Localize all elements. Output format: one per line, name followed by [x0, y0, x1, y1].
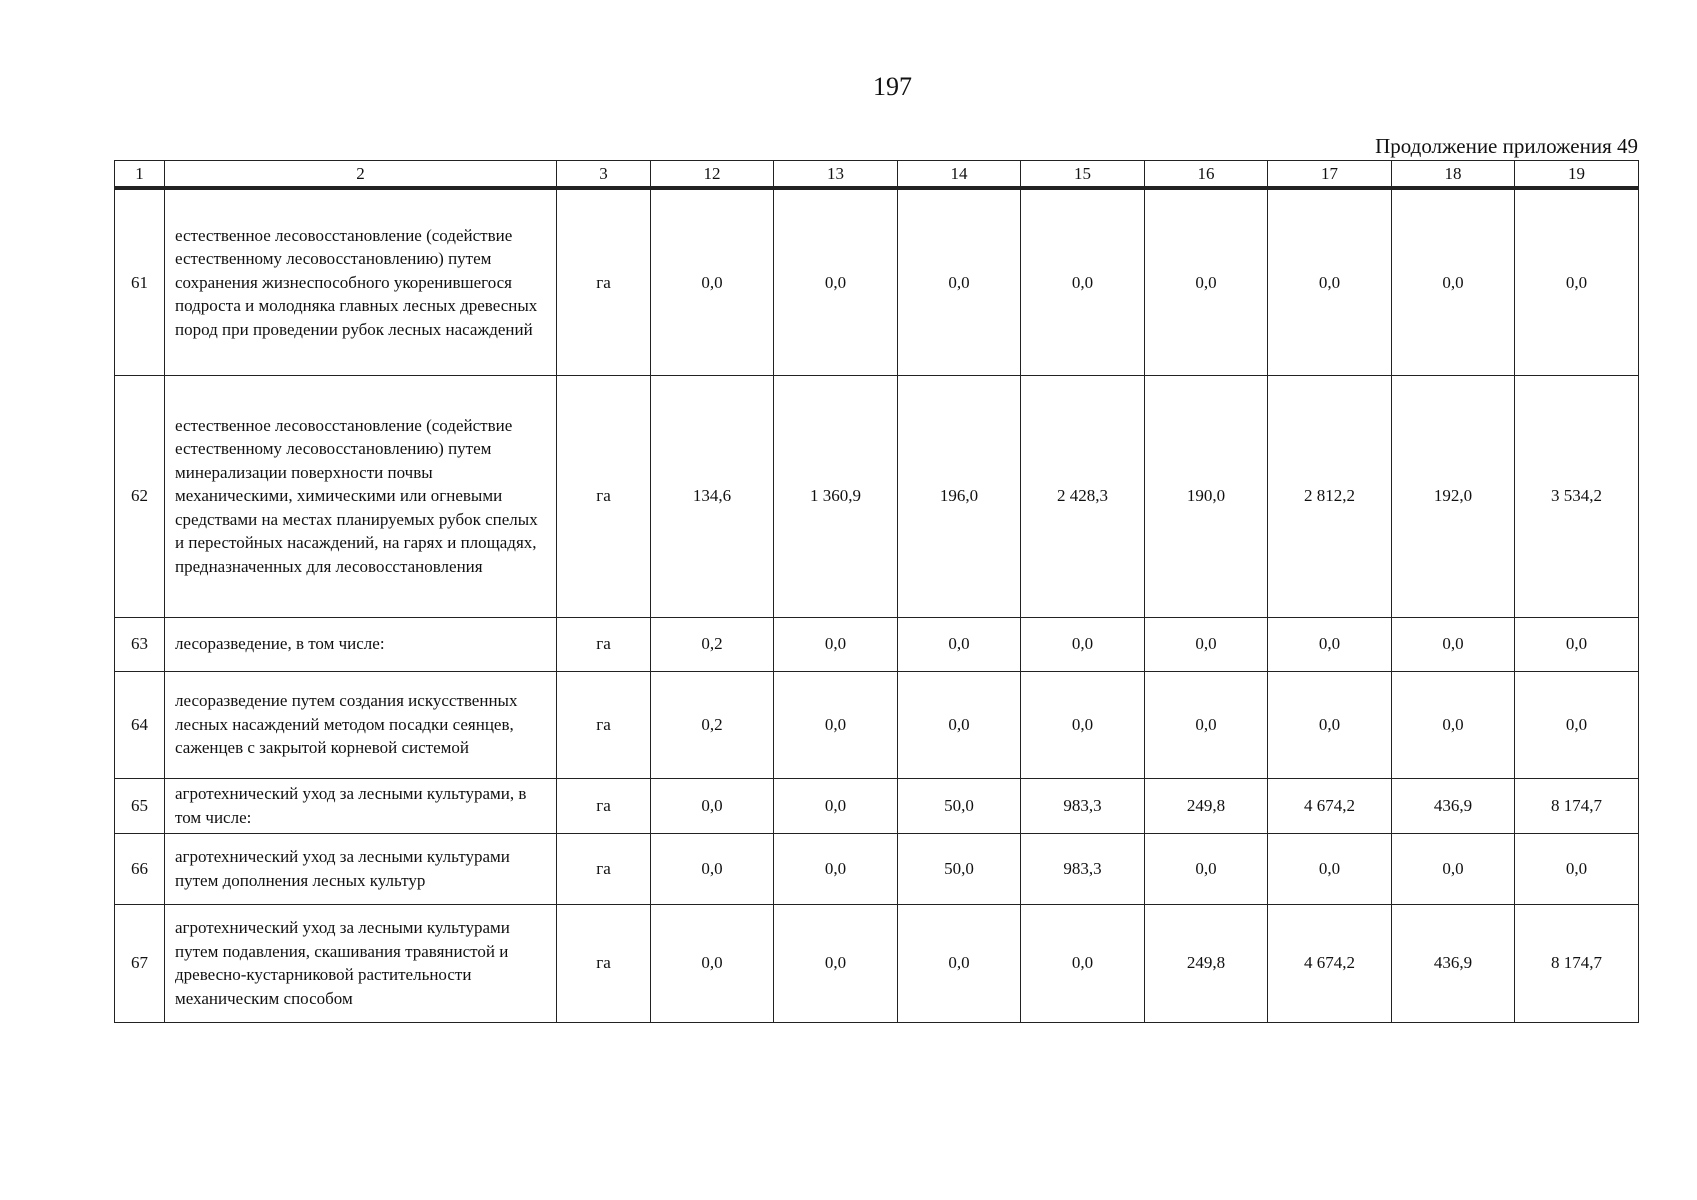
value-cell: 249,8	[1145, 778, 1268, 833]
continuation-label: Продолжение приложения 49	[1375, 134, 1638, 158]
value-cell: 50,0	[898, 833, 1021, 904]
value-cell: 134,6	[651, 375, 774, 617]
value-cell: 0,0	[774, 671, 898, 778]
header-cell: 2	[165, 161, 557, 189]
row-description: агротехнический уход за лесными культурами путем подавления, скашивания травянистой и древесно-кустарниковой растительности механическим способом	[165, 904, 557, 1022]
value-cell: 0,2	[651, 617, 774, 671]
value-cell: 436,9	[1392, 904, 1515, 1022]
row-description: естественное лесовосстановление (содействие естественному лесовосстановлению) путем сохранения жизнеспособного укоренившегося подроста и молодняка главных лесных древесных пород при проведении рубок лесных насаждений	[165, 188, 557, 375]
table-row	[115, 778, 1639, 833]
value-cell: 8 174,7	[1515, 904, 1639, 1022]
row-description: лесоразведение путем создания искусственных лесных насаждений методом посадки сеянцев, саженцев с закрытой корневой системой	[165, 671, 557, 778]
value-cell: 0,0	[1268, 188, 1392, 375]
value-cell: 190,0	[1145, 375, 1268, 617]
value-cell: 0,0	[1021, 188, 1145, 375]
value-cell: 0,0	[1145, 833, 1268, 904]
value-cell: 0,0	[1515, 671, 1639, 778]
value-cell: 436,9	[1392, 778, 1515, 833]
value-cell: 0,0	[774, 904, 898, 1022]
value-cell: 3 534,2	[1515, 375, 1639, 617]
row-number: 67	[115, 904, 165, 1022]
value-cell: 0,0	[1515, 833, 1639, 904]
value-cell: 249,8	[1145, 904, 1268, 1022]
value-cell: 192,0	[1392, 375, 1515, 617]
value-cell: 0,0	[774, 617, 898, 671]
value-cell: 0,0	[1145, 617, 1268, 671]
value-cell: 0,0	[774, 833, 898, 904]
row-description: агротехнический уход за лесными культурами путем дополнения лесных культур	[165, 833, 557, 904]
row-number: 61	[115, 188, 165, 375]
header-cell: 1	[115, 161, 165, 189]
value-cell: 50,0	[898, 778, 1021, 833]
value-cell: 0,0	[651, 188, 774, 375]
table-row	[115, 671, 1639, 778]
value-cell: 0,0	[1515, 188, 1639, 375]
header-cell: 18	[1392, 161, 1515, 189]
row-description: агротехнический уход за лесными культурами, в том числе:	[165, 778, 557, 833]
value-cell: 0,0	[1392, 188, 1515, 375]
value-cell: 2 428,3	[1021, 375, 1145, 617]
header-cell: 13	[774, 161, 898, 189]
value-cell: 0,0	[1021, 671, 1145, 778]
row-number: 65	[115, 778, 165, 833]
value-cell: 2 812,2	[1268, 375, 1392, 617]
row-number: 63	[115, 617, 165, 671]
value-cell: 0,0	[1268, 671, 1392, 778]
header-cell: 14	[898, 161, 1021, 189]
value-cell: 983,3	[1021, 778, 1145, 833]
row-number: 66	[115, 833, 165, 904]
value-cell: 0,0	[898, 188, 1021, 375]
header-cell: 3	[557, 161, 651, 189]
value-cell: 0,0	[1145, 188, 1268, 375]
header-cell: 19	[1515, 161, 1639, 189]
table-row	[115, 188, 1639, 375]
value-cell: 4 674,2	[1268, 778, 1392, 833]
value-cell: 196,0	[898, 375, 1021, 617]
table-row	[115, 617, 1639, 671]
table-row	[115, 375, 1639, 617]
table-row	[115, 904, 1639, 1022]
page-number: 197	[873, 72, 912, 101]
row-unit: га	[557, 375, 651, 617]
row-unit: га	[557, 904, 651, 1022]
value-cell: 0,0	[651, 904, 774, 1022]
value-cell: 8 174,7	[1515, 778, 1639, 833]
row-unit: га	[557, 188, 651, 375]
value-cell: 0,2	[651, 671, 774, 778]
header-cell: 12	[651, 161, 774, 189]
value-cell: 0,0	[774, 778, 898, 833]
value-cell: 4 674,2	[1268, 904, 1392, 1022]
value-cell: 0,0	[898, 671, 1021, 778]
value-cell: 0,0	[1021, 904, 1145, 1022]
row-unit: га	[557, 671, 651, 778]
value-cell: 0,0	[651, 833, 774, 904]
value-cell: 0,0	[651, 778, 774, 833]
row-unit: га	[557, 778, 651, 833]
value-cell: 0,0	[1392, 671, 1515, 778]
value-cell: 0,0	[1145, 671, 1268, 778]
value-cell: 0,0	[898, 904, 1021, 1022]
value-cell: 0,0	[1392, 833, 1515, 904]
value-cell: 983,3	[1021, 833, 1145, 904]
row-number: 64	[115, 671, 165, 778]
value-cell: 0,0	[1268, 833, 1392, 904]
row-unit: га	[557, 833, 651, 904]
row-description: естественное лесовосстановление (содействие естественному лесовосстановлению) путем минерализации поверхности почвы механическими, химическими или огневыми средствами на местах планируемых рубок спелых и перестойных насаждений, на гарях и площадях, предназначенных для лесовосстановления	[165, 375, 557, 617]
header-cell: 15	[1021, 161, 1145, 189]
row-description: лесоразведение, в том числе:	[165, 617, 557, 671]
header-cell: 17	[1268, 161, 1392, 189]
value-cell: 0,0	[774, 188, 898, 375]
value-cell: 0,0	[1021, 617, 1145, 671]
table-row	[115, 833, 1639, 904]
row-unit: га	[557, 617, 651, 671]
header-row	[115, 161, 1639, 189]
value-cell: 0,0	[1515, 617, 1639, 671]
value-cell: 0,0	[1392, 617, 1515, 671]
value-cell: 0,0	[1268, 617, 1392, 671]
header-cell: 16	[1145, 161, 1268, 189]
data-table	[114, 160, 1639, 1023]
row-number: 62	[115, 375, 165, 617]
value-cell: 1 360,9	[774, 375, 898, 617]
value-cell: 0,0	[898, 617, 1021, 671]
